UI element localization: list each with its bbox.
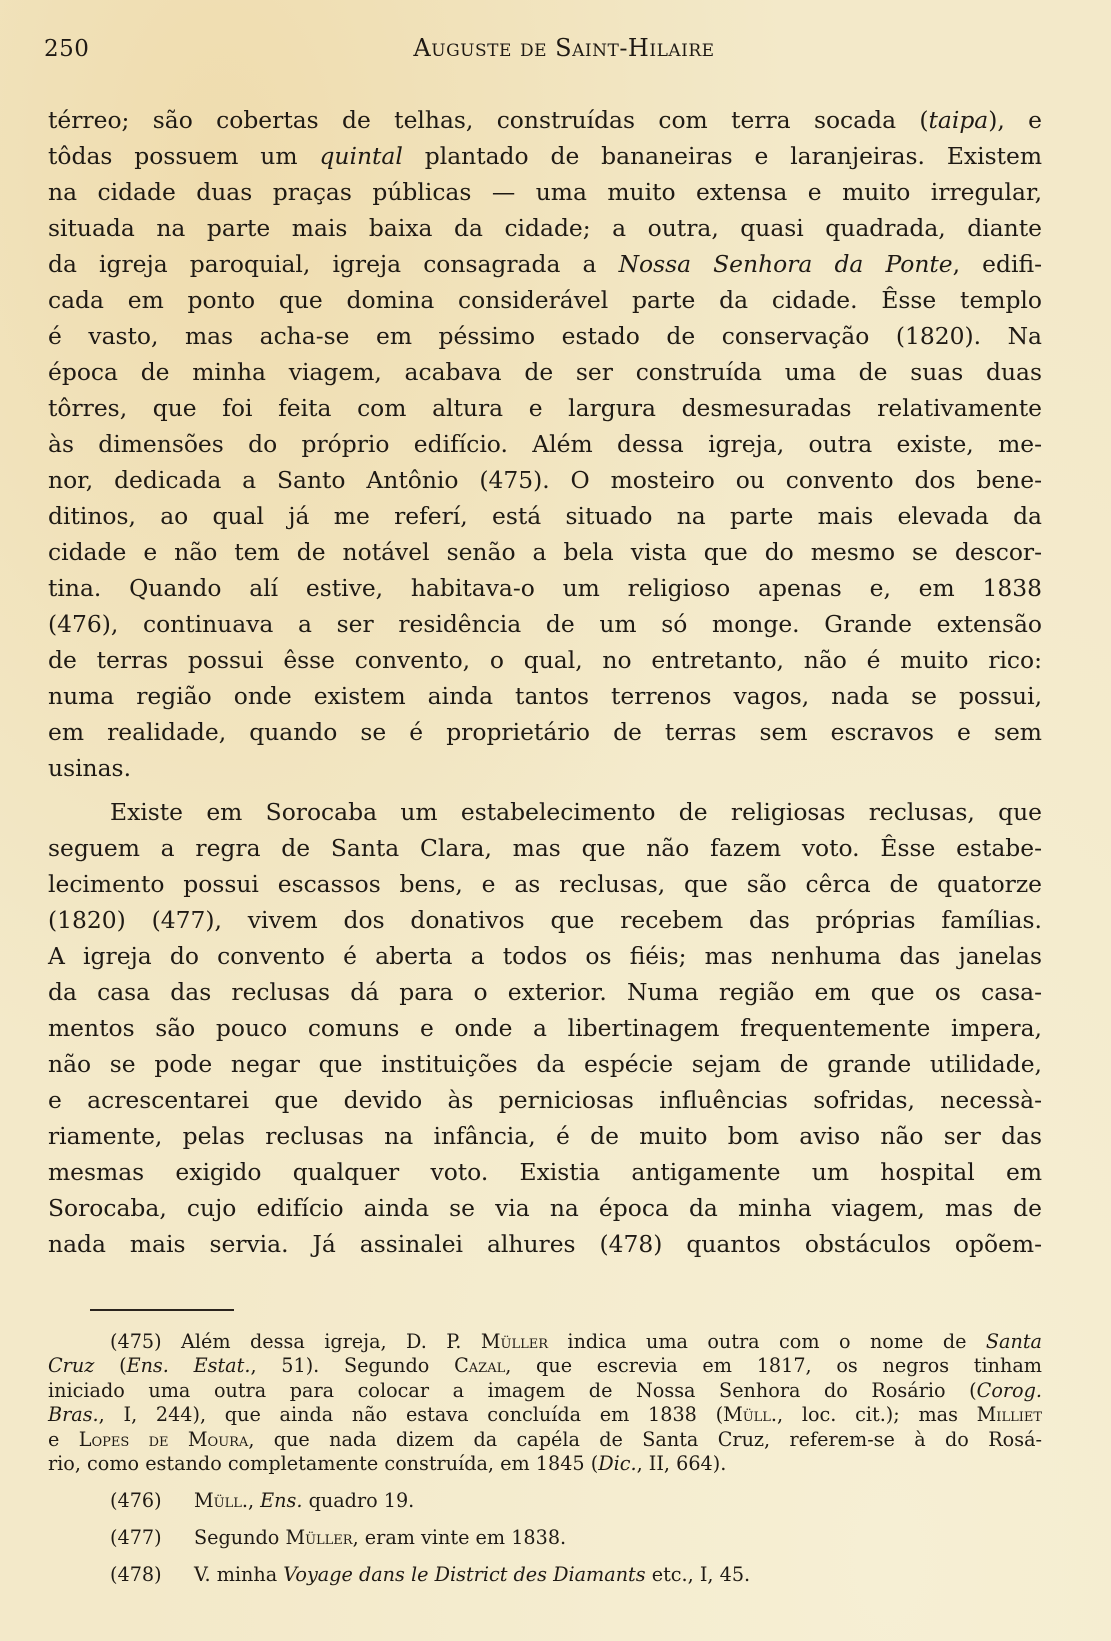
text-line <box>48 750 1042 786</box>
text-line <box>48 1154 1042 1190</box>
text-run: tôrres, que foi feita com altura e largura desmesuradas relativamente <box>48 394 1042 422</box>
text-line <box>48 354 1042 390</box>
footnote-text <box>194 1526 566 1549</box>
text-run: em realidade, quando se é proprietário de terras sem escravos e sem <box>48 718 1042 746</box>
italic-text: Corog. <box>976 1378 1042 1402</box>
body-text <box>48 102 1042 1262</box>
text-run: nor, dedicada a Santo Antônio (475). O mosteiro ou convento dos bene- <box>48 466 1042 494</box>
text-run: , loc. cit.); mas <box>777 1403 977 1427</box>
footnote-text <box>194 1563 750 1586</box>
text-run: , <box>247 1489 261 1513</box>
text-line <box>48 282 1042 318</box>
text-run: indica uma outra com o nome de <box>548 1330 986 1353</box>
text-line <box>48 902 1042 938</box>
italic-text: Dic. <box>598 1451 637 1475</box>
small-caps-name: Müller <box>480 1330 548 1353</box>
footnote-number: (478) <box>110 1563 162 1587</box>
text-run: tina. Quando alí estive, habitava-o um religioso apenas e, em 1838 <box>48 574 1042 602</box>
small-caps-name: Lopes de Moura <box>78 1427 249 1451</box>
footnotes <box>48 1330 1042 1587</box>
text-run: e <box>48 1427 79 1451</box>
text-run: situada na parte mais baixa da cidade; a outra, quasi quadrada, diante <box>48 214 1042 242</box>
text-line <box>48 1226 1042 1262</box>
text-run: na cidade duas praças públicas — uma muito extensa e muito irregular, <box>48 178 1042 206</box>
text-run: , I, 244), que ainda não estava concluída em 1838 ( <box>98 1403 724 1427</box>
text-line <box>48 1046 1042 1082</box>
text-run: de terras possui êsse convento, o qual, no entretanto, não é muito rico: <box>48 646 1042 674</box>
footnote-477 <box>48 1526 1042 1550</box>
italic-text: Bras. <box>48 1403 99 1427</box>
text-run: , edifi- <box>952 250 1042 278</box>
text-line <box>48 678 1042 714</box>
text-run: é vasto, mas acha-se em péssimo estado de conservação (1820). Na <box>48 322 1042 350</box>
text-line <box>48 1118 1042 1154</box>
text-run: plantado de bananeiras e laranjeiras. Existem <box>402 142 1043 170</box>
footnote-475 <box>48 1330 1042 1476</box>
text-line <box>48 426 1042 462</box>
text-line <box>48 830 1042 866</box>
text-run: térreo; são cobertas de telhas, construídas com terra socada ( <box>48 106 929 134</box>
text-run: A igreja do convento é aberta a todos os fiéis; mas nenhuma das janelas <box>48 942 1042 970</box>
text-run: tôdas possuem um <box>48 142 320 170</box>
text-line <box>48 498 1042 534</box>
text-line <box>48 938 1042 974</box>
text-line <box>48 174 1042 210</box>
running-head <box>44 30 1044 70</box>
small-caps-name: Müll. <box>723 1403 778 1427</box>
italic-text: Ens. <box>260 1489 303 1513</box>
text-run: usinas. <box>48 754 131 782</box>
text-run: Segundo <box>194 1526 286 1550</box>
text-run: (476), continuava a ser residência de um só monge. Grande extensão <box>48 610 1042 638</box>
small-caps-name: Müll. <box>194 1489 248 1513</box>
text-line <box>48 1082 1042 1118</box>
text-run: cada em ponto que domina considerável parte da cidade. Êsse templo <box>48 286 1042 314</box>
text-run: Sorocaba, cujo edifício ainda se via na época da minha viagem, mas de <box>48 1194 1042 1222</box>
footnote-divider <box>90 1309 234 1311</box>
text-run: ), e <box>988 106 1043 134</box>
text-run: mesmas exigido qualquer voto. Existia antigamente um hospital em <box>48 1158 1042 1186</box>
text-line <box>48 974 1042 1010</box>
small-caps-name: Cazal <box>454 1354 506 1378</box>
text-run: nada mais servia. Já assinalei alhures (478) quantos obstáculos opõem- <box>48 1230 1042 1258</box>
page-number: 250 <box>44 36 90 62</box>
text-run: cidade e não tem de notável senão a bela vista que do mesmo se descor- <box>48 538 1042 566</box>
text-run: da casa das reclusas dá para o exterior. Numa região em que os casa- <box>48 978 1042 1006</box>
text-run: às dimensões do próprio edifício. Além dessa igreja, outra existe, me- <box>48 430 1042 458</box>
footnote-line <box>48 1354 1042 1378</box>
small-caps-name: Müller <box>285 1526 353 1550</box>
text-run: , que escrevia em 1817, os negros tinham <box>505 1354 1043 1378</box>
text-run: , 51). Segundo <box>250 1354 455 1378</box>
text-run: lecimento possui escassos bens, e as reclusas, que são cêrca de quatorze <box>48 870 1042 898</box>
italic-text: Ens. Estat. <box>126 1354 251 1378</box>
footnote-line <box>48 1428 1042 1452</box>
italic-text: taipa <box>928 106 989 134</box>
text-line <box>48 642 1042 678</box>
text-line <box>48 866 1042 902</box>
footnote-476 <box>48 1489 1042 1513</box>
italic-text: Nossa Senhora da Ponte <box>618 250 953 278</box>
italic-text: Santa <box>985 1330 1042 1353</box>
footnote-number: (477) <box>110 1526 162 1550</box>
text-line <box>48 462 1042 498</box>
footnote-line <box>48 1452 1042 1476</box>
text-run: (1820) (477), vivem dos donativos que recebem das próprias famílias. <box>48 906 1042 934</box>
text-line <box>48 1010 1042 1046</box>
italic-text: Voyage dans le District des Diamants <box>283 1563 646 1587</box>
text-run: da igreja paroquial, igreja consagrada a <box>48 250 619 278</box>
footnote-line <box>48 1403 1042 1427</box>
text-run: mentos são pouco comuns e onde a libertinagem frequentemente impera, <box>48 1014 1042 1042</box>
text-line <box>48 102 1042 138</box>
paragraph-break <box>48 786 1042 794</box>
text-run: quadro 19. <box>302 1489 415 1513</box>
text-run: , que nada dizem da capéla de Santa Cruz, referem-se à do Rosá- <box>248 1427 1042 1451</box>
footnote-478 <box>48 1563 1042 1587</box>
italic-text: quintal <box>319 142 403 170</box>
text-run: riamente, pelas reclusas na infância, é de muito bom aviso não ser das <box>48 1122 1042 1150</box>
footnote-line <box>48 1330 1042 1354</box>
text-run: época de minha viagem, acabava de ser construída uma de suas duas <box>48 358 1042 386</box>
text-line <box>48 714 1042 750</box>
text-run: e acrescentarei que devido às perniciosas influências sofridas, necessà- <box>48 1086 1042 1114</box>
text-line <box>48 246 1042 282</box>
footnote-number: (476) <box>110 1489 162 1513</box>
text-run: iniciado uma outra para colocar a imagem de Nossa Senhora do Rosário ( <box>48 1378 977 1402</box>
text-run: , II, 664). <box>636 1451 727 1475</box>
text-run: rio, como estando completamente construída, em 1845 ( <box>48 1451 599 1475</box>
text-run: Existe em Sorocaba um estabelecimento de religiosas reclusas, que <box>110 798 1042 826</box>
italic-text: Cruz <box>48 1354 95 1378</box>
footnote-line <box>48 1379 1042 1403</box>
text-run: ditinos, ao qual já me referí, está situado na parte mais elevada da <box>48 502 1042 530</box>
text-line <box>48 570 1042 606</box>
footnote-text <box>194 1489 414 1512</box>
text-line <box>48 794 1042 830</box>
running-title: Auguste de Saint-Hilaire <box>413 34 715 62</box>
text-run: V. minha <box>194 1563 284 1587</box>
text-line <box>48 1190 1042 1226</box>
text-line <box>48 390 1042 426</box>
text-run: , eram vinte em 1838. <box>352 1526 567 1550</box>
text-run: numa região onde existem ainda tantos terrenos vagos, nada se possui, <box>48 682 1042 710</box>
text-run: etc., I, 45. <box>645 1563 751 1587</box>
text-line <box>48 318 1042 354</box>
text-run: ( <box>94 1354 127 1378</box>
text-line <box>48 606 1042 642</box>
small-caps-name: Milliet <box>976 1403 1042 1427</box>
text-line <box>48 138 1042 174</box>
text-line <box>48 534 1042 570</box>
text-run: (475) Além dessa igreja, D. P. <box>110 1330 481 1353</box>
text-run: seguem a regra de Santa Clara, mas que não fazem voto. Êsse estabe- <box>48 834 1042 862</box>
text-line <box>48 210 1042 246</box>
text-run: não se pode negar que instituições da espécie sejam de grande utilidade, <box>48 1050 1042 1078</box>
